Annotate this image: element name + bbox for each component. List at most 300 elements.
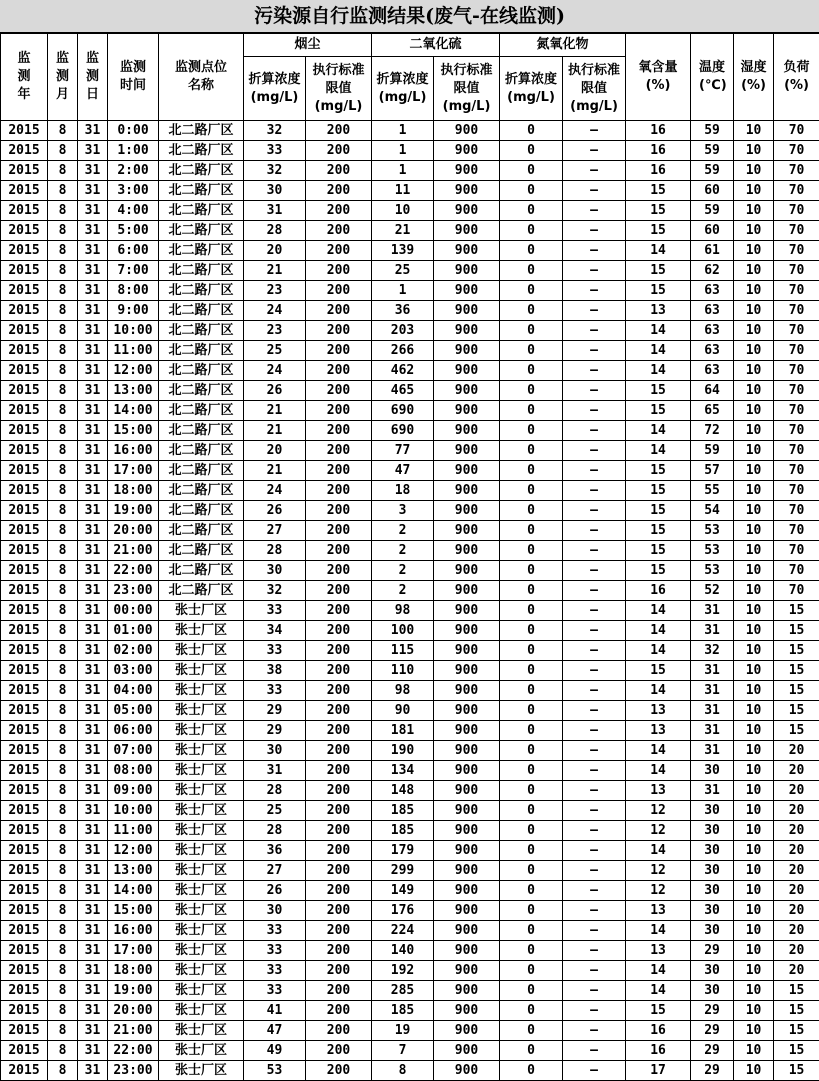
- cell-nox-conc: 0: [500, 521, 563, 541]
- cell-month: 8: [48, 821, 78, 841]
- cell-nox-limit: —: [563, 1041, 626, 1061]
- cell-dust-limit: 200: [306, 881, 372, 901]
- cell-year: 2015: [1, 341, 48, 361]
- cell-time: 5:00: [108, 221, 159, 241]
- cell-so2-conc: 299: [372, 861, 434, 881]
- cell-humidity: 10: [734, 221, 774, 241]
- cell-dust-conc: 30: [244, 181, 306, 201]
- cell-so2-limit: 900: [434, 321, 500, 341]
- cell-oxygen: 12: [626, 881, 691, 901]
- cell-load: 70: [774, 241, 819, 261]
- cell-oxygen: 14: [626, 601, 691, 621]
- cell-day: 31: [78, 521, 108, 541]
- cell-so2-limit: 900: [434, 761, 500, 781]
- cell-time: 4:00: [108, 201, 159, 221]
- cell-oxygen: 15: [626, 181, 691, 201]
- cell-time: 15:00: [108, 421, 159, 441]
- cell-nox-limit: —: [563, 201, 626, 221]
- cell-so2-conc: 690: [372, 421, 434, 441]
- cell-nox-conc: 0: [500, 601, 563, 621]
- cell-year: 2015: [1, 881, 48, 901]
- cell-month: 8: [48, 401, 78, 421]
- cell-humidity: 10: [734, 881, 774, 901]
- cell-dust-limit: 200: [306, 341, 372, 361]
- cell-year: 2015: [1, 921, 48, 941]
- cell-dust-conc: 53: [244, 1061, 306, 1081]
- header-nox-conc: 折算浓度(mg/L): [500, 57, 563, 121]
- cell-so2-limit: 900: [434, 781, 500, 801]
- cell-nox-limit: —: [563, 861, 626, 881]
- cell-day: 31: [78, 201, 108, 221]
- cell-year: 2015: [1, 841, 48, 861]
- cell-so2-conc: 185: [372, 821, 434, 841]
- cell-year: 2015: [1, 181, 48, 201]
- cell-so2-limit: 900: [434, 841, 500, 861]
- cell-month: 8: [48, 921, 78, 941]
- cell-so2-conc: 115: [372, 641, 434, 661]
- table-row: [1, 161, 819, 181]
- table-row: [1, 521, 819, 541]
- cell-nox-conc: 0: [500, 821, 563, 841]
- cell-load: 70: [774, 561, 819, 581]
- cell-year: 2015: [1, 381, 48, 401]
- cell-oxygen: 13: [626, 701, 691, 721]
- cell-site: 张士厂区: [159, 621, 244, 641]
- cell-site: 张士厂区: [159, 981, 244, 1001]
- cell-nox-limit: —: [563, 441, 626, 461]
- cell-year: 2015: [1, 1021, 48, 1041]
- cell-month: 8: [48, 341, 78, 361]
- cell-nox-conc: 0: [500, 1021, 563, 1041]
- cell-year: 2015: [1, 141, 48, 161]
- cell-site: 北二路厂区: [159, 581, 244, 601]
- cell-dust-conc: 21: [244, 421, 306, 441]
- cell-nox-limit: —: [563, 741, 626, 761]
- cell-dust-conc: 33: [244, 941, 306, 961]
- cell-oxygen: 15: [626, 461, 691, 481]
- cell-so2-conc: 25: [372, 261, 434, 281]
- cell-nox-limit: —: [563, 301, 626, 321]
- cell-humidity: 10: [734, 261, 774, 281]
- cell-month: 8: [48, 1001, 78, 1021]
- cell-month: 8: [48, 1021, 78, 1041]
- cell-nox-conc: 0: [500, 561, 563, 581]
- cell-so2-limit: 900: [434, 541, 500, 561]
- cell-time: 21:00: [108, 1021, 159, 1041]
- cell-nox-limit: —: [563, 901, 626, 921]
- table-row: [1, 121, 819, 141]
- table-row: [1, 801, 819, 821]
- cell-so2-conc: 181: [372, 721, 434, 741]
- cell-nox-limit: —: [563, 341, 626, 361]
- cell-dust-limit: 200: [306, 201, 372, 221]
- cell-temp: 62: [691, 261, 734, 281]
- header-nox: 氮氧化物: [500, 34, 626, 57]
- table-row: [1, 581, 819, 601]
- cell-humidity: 10: [734, 581, 774, 601]
- cell-day: 31: [78, 121, 108, 141]
- cell-so2-limit: 900: [434, 381, 500, 401]
- cell-time: 13:00: [108, 861, 159, 881]
- cell-oxygen: 16: [626, 1021, 691, 1041]
- cell-time: 00:00: [108, 601, 159, 621]
- cell-nox-limit: —: [563, 881, 626, 901]
- cell-site: 北二路厂区: [159, 301, 244, 321]
- cell-dust-limit: 200: [306, 841, 372, 861]
- cell-day: 31: [78, 281, 108, 301]
- cell-nox-conc: 0: [500, 401, 563, 421]
- cell-load: 70: [774, 201, 819, 221]
- cell-load: 70: [774, 541, 819, 561]
- cell-oxygen: 15: [626, 201, 691, 221]
- cell-so2-conc: 2: [372, 521, 434, 541]
- cell-so2-conc: 185: [372, 1001, 434, 1021]
- cell-site: 张士厂区: [159, 741, 244, 761]
- cell-day: 31: [78, 861, 108, 881]
- cell-month: 8: [48, 961, 78, 981]
- cell-oxygen: 15: [626, 561, 691, 581]
- cell-nox-conc: 0: [500, 241, 563, 261]
- cell-nox-conc: 0: [500, 641, 563, 661]
- cell-dust-conc: 47: [244, 1021, 306, 1041]
- cell-nox-limit: —: [563, 961, 626, 981]
- cell-load: 70: [774, 581, 819, 601]
- cell-load: 15: [774, 621, 819, 641]
- cell-nox-conc: 0: [500, 201, 563, 221]
- cell-day: 31: [78, 1001, 108, 1021]
- cell-so2-conc: 2: [372, 581, 434, 601]
- cell-nox-conc: 0: [500, 1001, 563, 1021]
- cell-humidity: 10: [734, 201, 774, 221]
- cell-dust-limit: 200: [306, 461, 372, 481]
- cell-so2-conc: 36: [372, 301, 434, 321]
- cell-temp: 59: [691, 161, 734, 181]
- cell-site: 北二路厂区: [159, 201, 244, 221]
- cell-nox-conc: 0: [500, 861, 563, 881]
- cell-oxygen: 15: [626, 541, 691, 561]
- table-row: [1, 501, 819, 521]
- cell-dust-limit: 200: [306, 821, 372, 841]
- header-dust-conc: 折算浓度(mg/L): [244, 57, 306, 121]
- cell-year: 2015: [1, 481, 48, 501]
- cell-dust-conc: 33: [244, 961, 306, 981]
- cell-dust-conc: 23: [244, 321, 306, 341]
- monitoring-table: [0, 33, 819, 1081]
- cell-nox-limit: —: [563, 801, 626, 821]
- cell-oxygen: 15: [626, 501, 691, 521]
- cell-year: 2015: [1, 261, 48, 281]
- cell-time: 05:00: [108, 701, 159, 721]
- cell-nox-limit: —: [563, 161, 626, 181]
- cell-humidity: 10: [734, 941, 774, 961]
- cell-so2-limit: 900: [434, 301, 500, 321]
- cell-time: 0:00: [108, 121, 159, 141]
- cell-humidity: 10: [734, 801, 774, 821]
- cell-dust-conc: 25: [244, 801, 306, 821]
- cell-oxygen: 15: [626, 281, 691, 301]
- cell-nox-conc: 0: [500, 541, 563, 561]
- cell-day: 31: [78, 361, 108, 381]
- cell-site: 北二路厂区: [159, 181, 244, 201]
- cell-humidity: 10: [734, 1041, 774, 1061]
- cell-dust-conc: 21: [244, 401, 306, 421]
- header-load: 负荷(%): [774, 34, 819, 121]
- cell-dust-conc: 30: [244, 561, 306, 581]
- cell-site: 张士厂区: [159, 601, 244, 621]
- cell-month: 8: [48, 701, 78, 721]
- cell-site: 张士厂区: [159, 901, 244, 921]
- cell-oxygen: 14: [626, 241, 691, 261]
- cell-so2-limit: 900: [434, 861, 500, 881]
- cell-humidity: 10: [734, 301, 774, 321]
- cell-site: 张士厂区: [159, 761, 244, 781]
- cell-load: 70: [774, 121, 819, 141]
- cell-year: 2015: [1, 161, 48, 181]
- cell-load: 20: [774, 741, 819, 761]
- cell-so2-limit: 900: [434, 921, 500, 941]
- cell-dust-limit: 200: [306, 761, 372, 781]
- cell-site: 北二路厂区: [159, 161, 244, 181]
- cell-load: 15: [774, 721, 819, 741]
- cell-so2-limit: 900: [434, 721, 500, 741]
- cell-dust-conc: 26: [244, 501, 306, 521]
- cell-site: 北二路厂区: [159, 221, 244, 241]
- table-row: [1, 741, 819, 761]
- cell-time: 2:00: [108, 161, 159, 181]
- cell-nox-conc: 0: [500, 681, 563, 701]
- cell-dust-limit: 200: [306, 681, 372, 701]
- cell-humidity: 10: [734, 121, 774, 141]
- cell-time: 20:00: [108, 521, 159, 541]
- table-row: [1, 561, 819, 581]
- table-row: [1, 1041, 819, 1061]
- table-row: [1, 261, 819, 281]
- cell-temp: 29: [691, 941, 734, 961]
- cell-so2-limit: 900: [434, 1021, 500, 1041]
- cell-oxygen: 14: [626, 921, 691, 941]
- cell-day: 31: [78, 661, 108, 681]
- cell-load: 70: [774, 341, 819, 361]
- cell-so2-conc: 10: [372, 201, 434, 221]
- cell-oxygen: 15: [626, 221, 691, 241]
- cell-so2-limit: 900: [434, 461, 500, 481]
- cell-nox-conc: 0: [500, 441, 563, 461]
- cell-site: 北二路厂区: [159, 561, 244, 581]
- cell-load: 15: [774, 641, 819, 661]
- cell-so2-limit: 900: [434, 801, 500, 821]
- cell-oxygen: 13: [626, 941, 691, 961]
- cell-year: 2015: [1, 201, 48, 221]
- cell-dust-limit: 200: [306, 781, 372, 801]
- cell-dust-conc: 49: [244, 1041, 306, 1061]
- cell-load: 20: [774, 841, 819, 861]
- cell-temp: 59: [691, 201, 734, 221]
- cell-day: 31: [78, 581, 108, 601]
- table-row: [1, 641, 819, 661]
- cell-temp: 63: [691, 281, 734, 301]
- cell-temp: 63: [691, 341, 734, 361]
- cell-dust-limit: 200: [306, 541, 372, 561]
- cell-humidity: 10: [734, 521, 774, 541]
- cell-so2-conc: 90: [372, 701, 434, 721]
- cell-load: 15: [774, 681, 819, 701]
- cell-site: 北二路厂区: [159, 501, 244, 521]
- cell-load: 15: [774, 661, 819, 681]
- cell-so2-conc: 77: [372, 441, 434, 461]
- cell-site: 张士厂区: [159, 821, 244, 841]
- cell-humidity: 10: [734, 1021, 774, 1041]
- cell-time: 02:00: [108, 641, 159, 661]
- cell-time: 16:00: [108, 921, 159, 941]
- cell-humidity: 10: [734, 181, 774, 201]
- cell-site: 张士厂区: [159, 841, 244, 861]
- cell-time: 9:00: [108, 301, 159, 321]
- cell-temp: 30: [691, 981, 734, 1001]
- cell-day: 31: [78, 1061, 108, 1081]
- cell-oxygen: 14: [626, 621, 691, 641]
- cell-temp: 30: [691, 861, 734, 881]
- cell-site: 北二路厂区: [159, 261, 244, 281]
- cell-so2-conc: 224: [372, 921, 434, 941]
- cell-site: 张士厂区: [159, 1001, 244, 1021]
- cell-nox-conc: 0: [500, 781, 563, 801]
- cell-so2-limit: 900: [434, 581, 500, 601]
- cell-nox-conc: 0: [500, 281, 563, 301]
- cell-oxygen: 15: [626, 381, 691, 401]
- cell-so2-limit: 900: [434, 981, 500, 1001]
- cell-nox-limit: —: [563, 321, 626, 341]
- cell-month: 8: [48, 441, 78, 461]
- cell-nox-limit: —: [563, 501, 626, 521]
- cell-nox-limit: —: [563, 361, 626, 381]
- cell-load: 20: [774, 881, 819, 901]
- cell-year: 2015: [1, 681, 48, 701]
- table-row: [1, 1001, 819, 1021]
- cell-day: 31: [78, 461, 108, 481]
- cell-site: 北二路厂区: [159, 381, 244, 401]
- cell-temp: 31: [691, 621, 734, 641]
- cell-year: 2015: [1, 301, 48, 321]
- cell-temp: 30: [691, 761, 734, 781]
- cell-month: 8: [48, 141, 78, 161]
- cell-year: 2015: [1, 1001, 48, 1021]
- cell-oxygen: 15: [626, 401, 691, 421]
- cell-so2-conc: 1: [372, 121, 434, 141]
- cell-nox-conc: 0: [500, 301, 563, 321]
- cell-temp: 72: [691, 421, 734, 441]
- cell-nox-limit: —: [563, 641, 626, 661]
- cell-dust-conc: 32: [244, 121, 306, 141]
- cell-nox-limit: —: [563, 581, 626, 601]
- cell-nox-conc: 0: [500, 961, 563, 981]
- cell-site: 北二路厂区: [159, 541, 244, 561]
- cell-oxygen: 14: [626, 841, 691, 861]
- cell-month: 8: [48, 461, 78, 481]
- cell-nox-conc: 0: [500, 621, 563, 641]
- cell-so2-conc: 465: [372, 381, 434, 401]
- cell-load: 20: [774, 921, 819, 941]
- header-humidity: 湿度(%): [734, 34, 774, 121]
- cell-nox-limit: —: [563, 561, 626, 581]
- cell-humidity: 10: [734, 681, 774, 701]
- cell-so2-limit: 900: [434, 401, 500, 421]
- header-temp: 温度(℃): [691, 34, 734, 121]
- cell-month: 8: [48, 861, 78, 881]
- cell-so2-limit: 900: [434, 361, 500, 381]
- cell-month: 8: [48, 981, 78, 1001]
- cell-dust-conc: 21: [244, 461, 306, 481]
- cell-year: 2015: [1, 601, 48, 621]
- cell-so2-conc: 266: [372, 341, 434, 361]
- cell-humidity: 10: [734, 361, 774, 381]
- cell-so2-limit: 900: [434, 881, 500, 901]
- cell-oxygen: 16: [626, 161, 691, 181]
- cell-temp: 53: [691, 521, 734, 541]
- cell-nox-limit: —: [563, 521, 626, 541]
- table-row: [1, 381, 819, 401]
- cell-dust-conc: 33: [244, 921, 306, 941]
- table-row: [1, 541, 819, 561]
- cell-year: 2015: [1, 541, 48, 561]
- cell-dust-conc: 23: [244, 281, 306, 301]
- cell-humidity: 10: [734, 161, 774, 181]
- cell-oxygen: 15: [626, 261, 691, 281]
- cell-dust-limit: 200: [306, 921, 372, 941]
- cell-so2-limit: 900: [434, 941, 500, 961]
- cell-time: 18:00: [108, 961, 159, 981]
- cell-time: 18:00: [108, 481, 159, 501]
- cell-month: 8: [48, 681, 78, 701]
- cell-day: 31: [78, 701, 108, 721]
- cell-year: 2015: [1, 441, 48, 461]
- header-so2: 二氧化硫: [372, 34, 500, 57]
- cell-day: 31: [78, 261, 108, 281]
- cell-year: 2015: [1, 621, 48, 641]
- cell-so2-limit: 900: [434, 901, 500, 921]
- cell-site: 张士厂区: [159, 701, 244, 721]
- cell-time: 7:00: [108, 261, 159, 281]
- cell-humidity: 10: [734, 1061, 774, 1081]
- cell-load: 20: [774, 941, 819, 961]
- cell-temp: 31: [691, 781, 734, 801]
- cell-day: 31: [78, 821, 108, 841]
- cell-day: 31: [78, 1021, 108, 1041]
- cell-nox-conc: 0: [500, 501, 563, 521]
- cell-so2-conc: 100: [372, 621, 434, 641]
- cell-humidity: 10: [734, 841, 774, 861]
- cell-nox-conc: 0: [500, 361, 563, 381]
- cell-so2-limit: 900: [434, 161, 500, 181]
- cell-nox-conc: 0: [500, 981, 563, 1001]
- cell-so2-conc: 110: [372, 661, 434, 681]
- cell-day: 31: [78, 901, 108, 921]
- cell-temp: 65: [691, 401, 734, 421]
- cell-nox-conc: 0: [500, 341, 563, 361]
- cell-dust-conc: 33: [244, 681, 306, 701]
- cell-year: 2015: [1, 801, 48, 821]
- cell-dust-conc: 36: [244, 841, 306, 861]
- cell-nox-limit: —: [563, 841, 626, 861]
- cell-so2-conc: 1: [372, 161, 434, 181]
- cell-temp: 31: [691, 681, 734, 701]
- cell-site: 张士厂区: [159, 641, 244, 661]
- cell-humidity: 10: [734, 701, 774, 721]
- cell-load: 15: [774, 601, 819, 621]
- cell-day: 31: [78, 961, 108, 981]
- cell-temp: 31: [691, 601, 734, 621]
- table-row: [1, 761, 819, 781]
- cell-day: 31: [78, 721, 108, 741]
